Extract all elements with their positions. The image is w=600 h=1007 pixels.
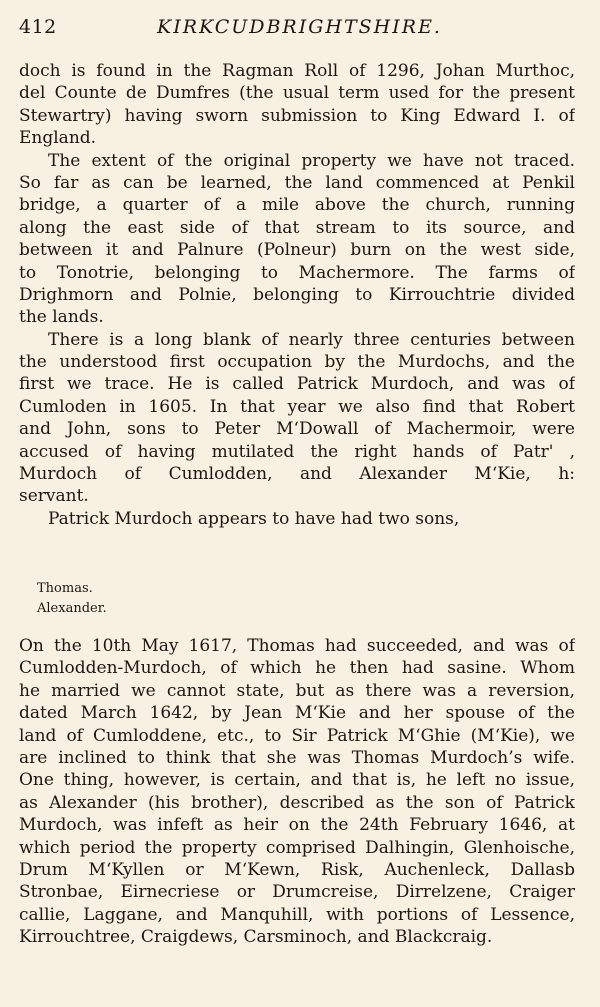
text-line: Stronbae, Eirnecriese or Drumcreise, Dirrelzene, Craiger — [19, 882, 575, 903]
text-line: are inclined to think that she was Thomas Murdoch’s wife. — [19, 747, 575, 768]
text-line: bridge, a quarter of a mile above the church, running — [19, 195, 575, 216]
text-line: to Tonotrie, belonging to Machermore. The farms of — [19, 262, 575, 283]
text-line: land of Cumloddene, etc., to Sir Patrick M‘Ghie (M‘Kie), we — [19, 725, 575, 746]
text-line: the lands. — [19, 307, 104, 328]
text-line: accused of having mutilated the right hands of Patr' , — [19, 441, 575, 462]
body-text-block-2 — [19, 635, 575, 948]
page-header — [19, 16, 580, 46]
text-line: doch is found in the Ragman Roll of 1296, Johan Murthoc, — [19, 61, 575, 81]
text-line: There is a long blank of nearly three centuries between — [48, 329, 575, 350]
page-number: 412 — [19, 16, 57, 38]
sons-list — [37, 579, 107, 619]
text-line: del Counte de Dumfres (the usual term used for the present — [19, 83, 575, 104]
text-line: England. — [19, 128, 97, 149]
text-line: which period the property comprised Dalhingin, Glenhoische, — [19, 837, 575, 858]
text-line: he married we cannot state, but as there was a reversion, — [19, 680, 575, 701]
text-line: dated March 1642, by Jean M‘Kie and her spouse of the — [19, 703, 575, 724]
text-line: callie, Laggane, and Manquhill, with portions of Lessence, — [19, 904, 575, 925]
text-line: Patrick Murdoch appears to have had two sons, — [48, 508, 460, 529]
text-line: Cumloden in 1605. In that year we also find that Robert — [19, 396, 575, 417]
text-line: between it and Palnure (Polneur) burn on the west side, — [19, 240, 575, 261]
text-line: Murdoch, was infeft as heir on the 24th February 1646, at — [19, 815, 575, 836]
text-line: Drighmorn and Polnie, belonging to Kirrouchtrie divided — [19, 284, 575, 305]
text-line: So far as can be learned, the land commenced at Penkil — [19, 172, 575, 193]
text-line: Stewartry) having sworn submission to King Edward I. of — [19, 105, 575, 126]
text-line: One thing, however, is certain, and that is, he left no issue, — [19, 770, 575, 791]
text-line: and John, sons to Peter M‘Dowall of Machermoir, were — [19, 419, 575, 440]
text-line: The extent of the original property we have not traced. — [48, 150, 575, 171]
running-title: KIRKCUDBRIGHTSHIRE. — [157, 16, 442, 38]
text-line: first we trace. He is called Patrick Murdoch, and was of — [19, 374, 575, 395]
text-line: the understood first occupation by the Murdochs, and the — [19, 352, 575, 373]
text-line: Cumlodden-Murdoch, of which he then had sasine. Whom — [19, 658, 575, 679]
text-line: Murdoch of Cumlodden, and Alexander M‘Kie, h: — [19, 464, 575, 485]
text-line: Drum M‘Kyllen or M‘Kewn, Risk, Auchenleck, Dallasb — [19, 859, 575, 880]
text-line: On the 10th May 1617, Thomas had succeeded, and was of — [19, 636, 575, 656]
text-line: as Alexander (his brother), described as the son of Patrick — [19, 792, 575, 813]
son-name: Thomas. — [37, 581, 93, 596]
text-line: servant. — [19, 486, 89, 507]
text-line: Kirrouchtree, Craigdews, Carsminoch, and Blackcraig. — [19, 927, 493, 948]
son-name: Alexander. — [37, 601, 107, 616]
body-text-block-1 — [19, 60, 575, 530]
text-line: along the east side of that stream to its source, and — [19, 217, 575, 238]
